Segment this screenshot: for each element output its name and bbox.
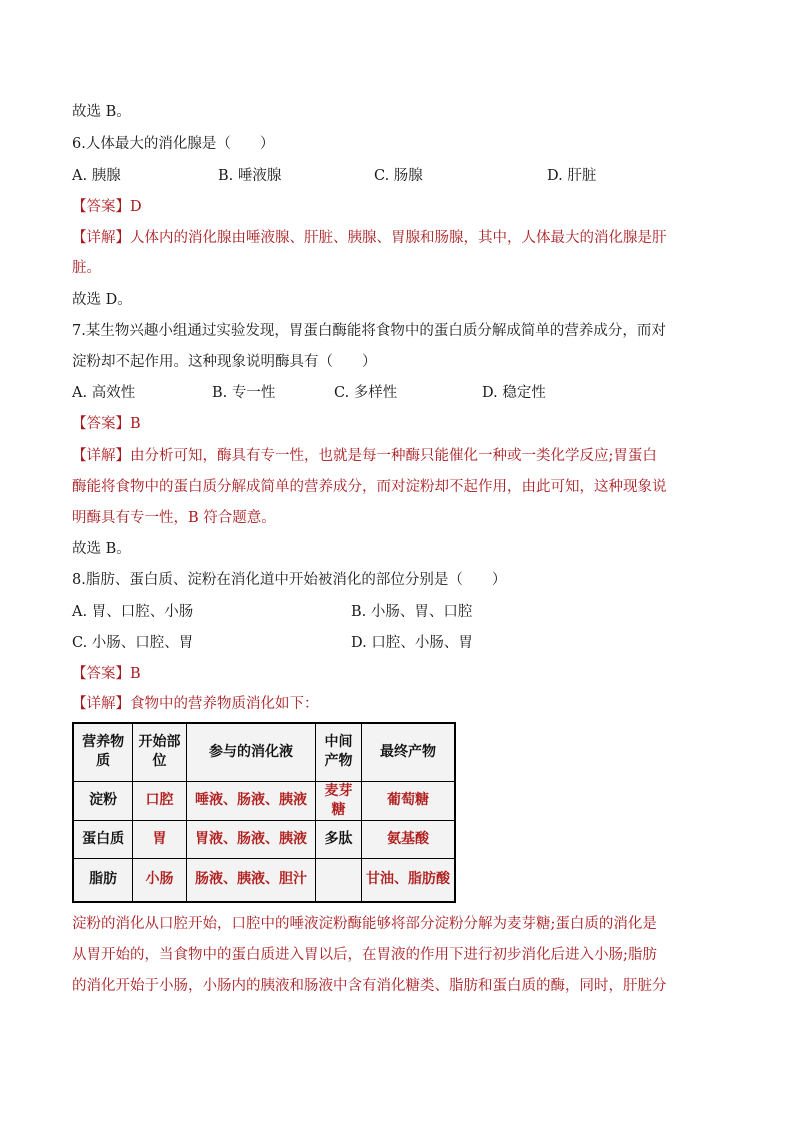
q8-option-d: D. 口腔、小肠、胃: [351, 635, 473, 651]
answer-value: B: [130, 416, 141, 432]
question-8: 8.脂肪、蛋白质、淀粉在消化道中开始被消化的部位分别是（ ）: [72, 572, 507, 588]
table-cell: 胃液、肠液、胰液: [186, 820, 315, 858]
answer-conclusion-7: 故选 B。: [72, 541, 131, 557]
question-7-line-2: 淀粉却不起作用。这种现象说明酶具有（ ）: [72, 354, 377, 370]
table-header-cell: 营养物 质: [73, 723, 133, 781]
detail-tag: 【详解】: [72, 448, 130, 464]
table-header-cell: 开始部 位: [133, 723, 187, 781]
answer-conclusion-5: 故选 B。: [72, 104, 131, 120]
table-cell: 淀粉: [73, 781, 133, 820]
q6-detail-cont: 脏。: [72, 260, 101, 276]
answer-tag: 【答案】: [72, 666, 130, 682]
q8-option-b: B. 小肠、胃、口腔: [351, 604, 473, 620]
answer-tag: 【答案】: [72, 416, 130, 432]
q7-option-a: A. 高效性: [72, 385, 136, 401]
q6-option-a: A. 胰腺: [72, 168, 121, 184]
detail-text: 食物中的营养物质消化如下：: [130, 696, 319, 712]
question-7-line-1: 7.某生物兴趣小组通过实验发现，胃蛋白酶能将食物中的蛋白质分解成简单的营养成分，而对: [72, 323, 666, 339]
table-row: [73, 820, 455, 858]
q8-answer: [72, 664, 141, 684]
q7-detail-cont-1: 酶能将食物中的蛋白质分解成简单的营养成分，而对淀粉却不起作用，由此可知，这种现象说: [72, 479, 667, 495]
detail-text: 人体内的消化腺由唾液腺、肝脏、胰腺、胃腺和肠腺，其中，人体最大的消化腺是肝: [130, 230, 667, 246]
table-header-row: [73, 723, 455, 781]
table-cell: 胃: [133, 820, 187, 858]
table-header-cell: 参与的消化液: [186, 723, 315, 781]
table-row: [73, 858, 455, 902]
table-cell: 麦芽糖: [316, 781, 362, 820]
question-6: 6.人体最大的消化腺是（ ）: [72, 136, 275, 152]
table-cell: 小肠: [133, 858, 187, 902]
detail-tag: 【详解】: [72, 696, 130, 712]
table-row: [73, 781, 455, 820]
table-cell: 口腔: [133, 781, 187, 820]
table-header-cell: 最终产物: [361, 723, 455, 781]
q8-explanation-line-2: 从胃开始的，当食物中的蛋白质进入胃以后，在胃液的作用下进行初步消化后进入小肠;脂肪: [72, 947, 657, 963]
table-cell: 多肽: [316, 820, 362, 858]
q6-answer: [72, 197, 142, 217]
table-cell: 唾液、肠液、胰液: [186, 781, 315, 820]
nutrient-digestion-table: [72, 722, 456, 903]
table-cell: 肠液、胰液、胆汁: [186, 858, 315, 902]
q6-detail: [72, 228, 667, 248]
q6-option-b: B. 唾液腺: [218, 168, 282, 184]
q6-option-c: C. 肠腺: [374, 168, 423, 184]
q7-detail-cont-2: 明酶具有专一性，B 符合题意。: [72, 510, 276, 526]
q6-option-d: D. 肝脏: [547, 168, 597, 184]
table-cell: 脂肪: [73, 858, 133, 902]
table-cell: [316, 858, 362, 902]
table-cell: 葡萄糖: [361, 781, 455, 820]
detail-tag: 【详解】: [72, 230, 130, 246]
table-cell: 氨基酸: [361, 820, 455, 858]
answer-value: D: [130, 199, 142, 215]
q8-option-c: C. 小肠、口腔、胃: [72, 635, 194, 651]
table-cell: 蛋白质: [73, 820, 133, 858]
q8-detail: [72, 694, 319, 714]
answer-tag: 【答案】: [72, 199, 130, 215]
answer-conclusion-6: 故选 D。: [72, 292, 132, 308]
q7-detail: [72, 446, 657, 466]
q7-option-c: C. 多样性: [334, 385, 398, 401]
table-cell: 甘油、脂肪酸: [361, 858, 455, 902]
q8-explanation-line-3: 的消化开始于小肠，小肠内的胰液和肠液中含有消化糖类、脂肪和蛋白质的酶，同时，肝脏分: [72, 978, 667, 994]
q7-option-b: B. 专一性: [212, 385, 276, 401]
q8-option-a: A. 胃、口腔、小肠: [72, 604, 194, 620]
q7-option-d: D. 稳定性: [482, 385, 546, 401]
table-header-cell: 中间 产物: [316, 723, 362, 781]
detail-text: 由分析可知，酶具有专一性，也就是每一种酶只能催化一种或一类化学反应;胃蛋白: [130, 448, 657, 464]
answer-value: B: [130, 666, 141, 682]
q7-answer: [72, 414, 141, 434]
q8-explanation-line-1: 淀粉的消化从口腔开始，口腔中的唾液淀粉酶能够将部分淀粉分解为麦芽糖;蛋白质的消化是: [72, 916, 657, 932]
